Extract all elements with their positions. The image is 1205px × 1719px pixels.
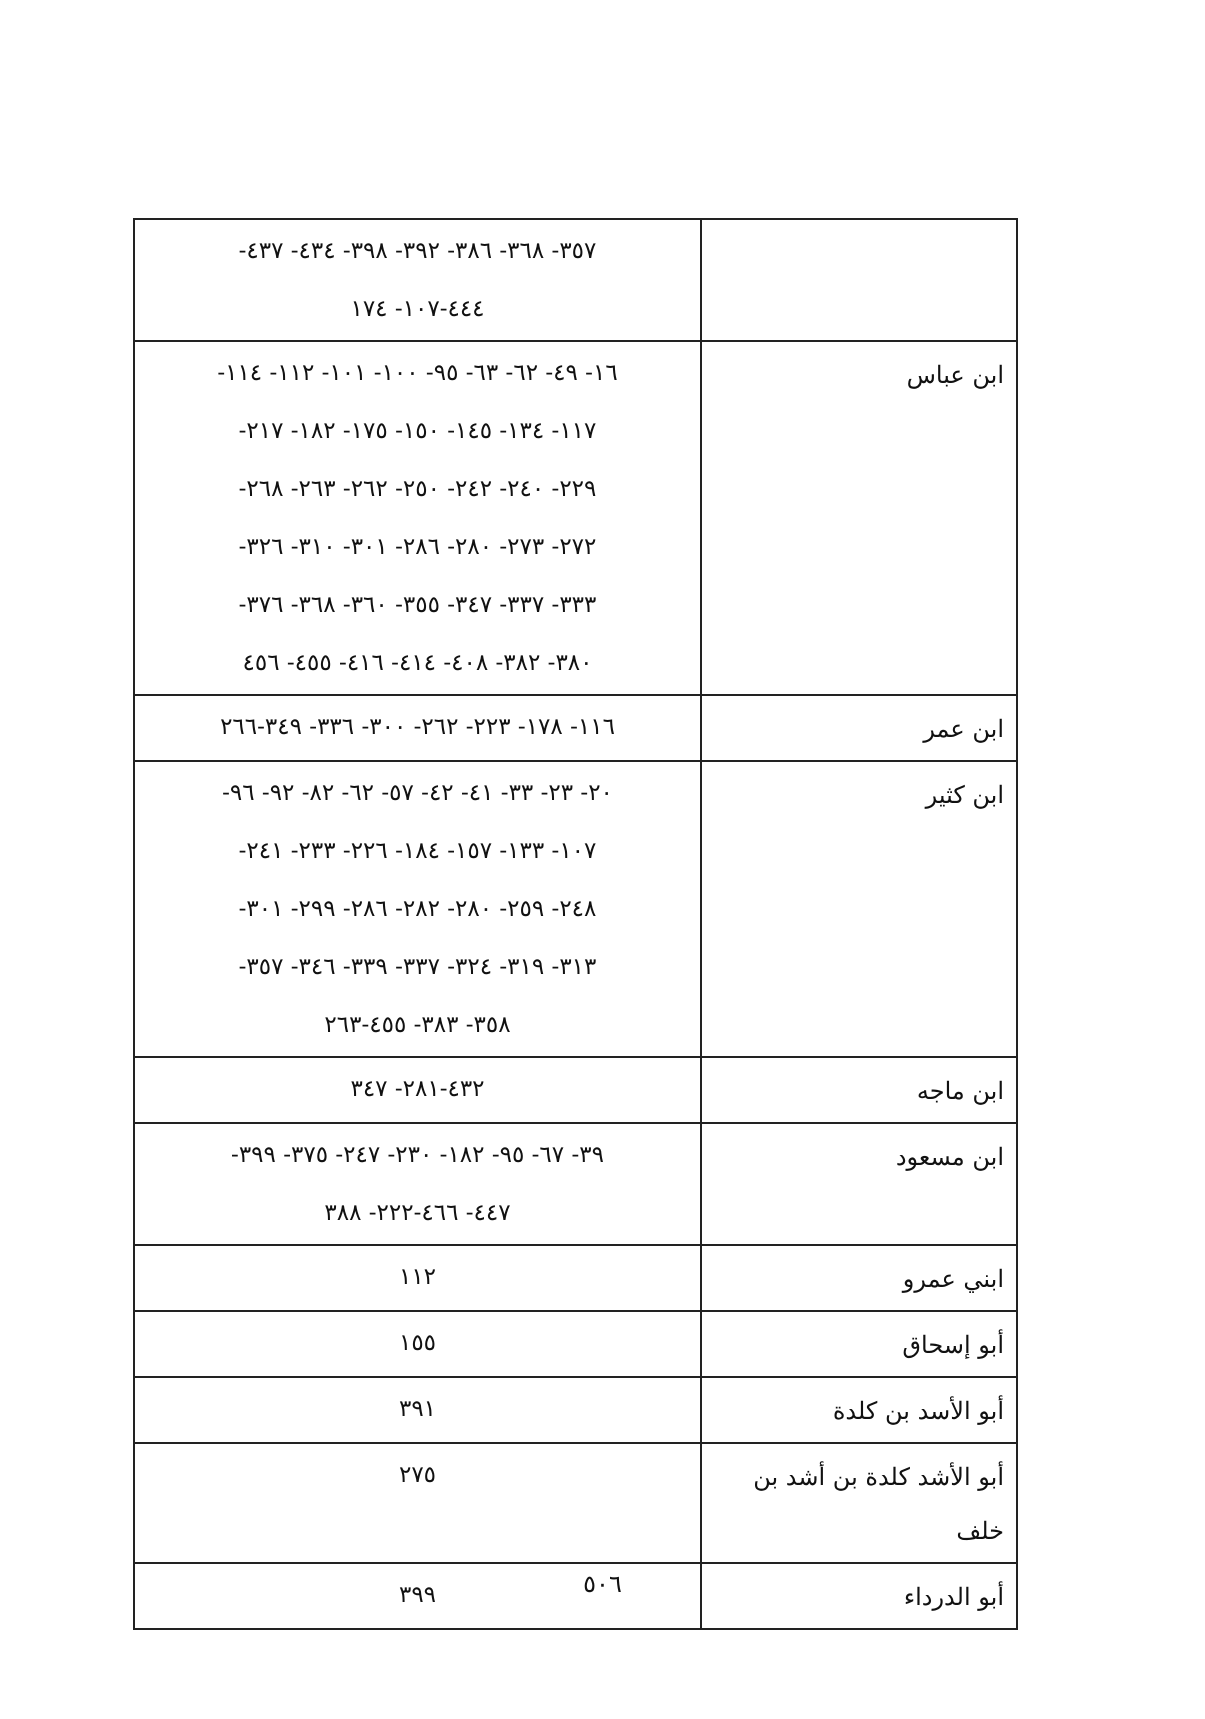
page-reference-line: ٣٩- ٦٧- ٩٥- ١٨٢- ٢٣٠- ٢٤٧- ٣٧٥- ٣٩٩-	[231, 1142, 604, 1168]
page-reference-line: ٣١٣- ٣١٩- ٣٢٤- ٣٣٧- ٣٣٩- ٣٤٦- ٣٥٧-	[238, 954, 597, 980]
entry-pages	[134, 1311, 701, 1377]
entry-pages	[134, 695, 701, 761]
page-reference-line: ٢٢٩- ٢٤٠- ٢٤٢- ٢٥٠- ٢٦٢- ٢٦٣- ٢٦٨-	[238, 476, 597, 502]
entry-name: أبو الدرداء	[701, 1563, 1017, 1629]
table-row	[134, 1245, 1017, 1311]
page-reference-line: ٢٠- ٢٣- ٣٣- ٤١- ٤٢- ٥٧- ٦٢- ٨٢- ٩٢- ٩٦-	[222, 780, 613, 806]
entry-pages	[134, 1377, 701, 1443]
page-reference-line: ٢٧٥	[398, 1462, 437, 1488]
entry-name: ابن ماجه	[701, 1057, 1017, 1123]
page-reference-line: ٤٣٢-٢٨١- ٣٤٧	[350, 1076, 485, 1102]
entry-name: ابن عمر	[701, 695, 1017, 761]
entry-name: ابني عمرو	[701, 1245, 1017, 1311]
entry-pages	[134, 761, 701, 1057]
page-reference-line: ١٥٥	[398, 1330, 437, 1356]
entry-name	[701, 219, 1017, 341]
table-row	[134, 695, 1017, 761]
entry-name: أبو الأشد كلدة بن أشد بن خلف	[701, 1443, 1017, 1563]
page-reference-line: ١١٧- ١٣٤- ١٤٥- ١٥٠- ١٧٥- ١٨٢- ٢١٧-	[238, 418, 597, 444]
entry-name: ابن عباس	[701, 341, 1017, 695]
table-row	[134, 1311, 1017, 1377]
table-row	[134, 1377, 1017, 1443]
page-reference-line: ٢٤٨- ٢٥٩- ٢٨٠- ٢٨٢- ٢٨٦- ٢٩٩- ٣٠١-	[238, 896, 597, 922]
entry-name: ابن كثير	[701, 761, 1017, 1057]
entry-name: أبو إسحاق	[701, 1311, 1017, 1377]
page-number: ٥٠٦	[583, 1570, 622, 1598]
page-reference-line: ١٦- ٤٩- ٦٢- ٦٣- ٩٥- ١٠٠- ١٠١- ١١٢- ١١٤-	[217, 360, 618, 386]
index-table	[133, 218, 1018, 1630]
table-row	[134, 341, 1017, 695]
page-reference-line: ٣٣٣- ٣٣٧- ٣٤٧- ٣٥٥- ٣٦٠- ٣٦٨- ٣٧٦-	[238, 592, 597, 618]
page-reference-line: ٣٥٨- ٣٨٣- ٤٥٥-٢٦٣	[324, 1012, 511, 1038]
entry-pages	[134, 1123, 701, 1245]
entry-pages	[134, 1443, 701, 1563]
page-reference-line: ٣٥٧- ٣٦٨- ٣٨٦- ٣٩٢- ٣٩٨- ٤٣٤- ٤٣٧-	[238, 238, 597, 264]
table-row	[134, 1443, 1017, 1563]
page-reference-line: ٣٨٠- ٣٨٢- ٤٠٨- ٤١٤- ٤١٦- ٤٥٥- ٤٥٦	[242, 650, 593, 676]
page-reference-line: ٣٩١	[398, 1396, 437, 1422]
entry-pages	[134, 219, 701, 341]
page-reference-line: ٣٩٩	[398, 1582, 437, 1608]
entry-pages	[134, 341, 701, 695]
entry-name: ابن مسعود	[701, 1123, 1017, 1245]
entry-pages	[134, 1245, 701, 1311]
table-row	[134, 1057, 1017, 1123]
table-row	[134, 1123, 1017, 1245]
page-reference-line: ١١٦- ١٧٨- ٢٢٣- ٢٦٢- ٣٠٠- ٣٣٦- ٣٤٩-٢٦٦	[220, 714, 615, 740]
page-reference-line: ٤٤٧- ٤٦٦-٢٢٢- ٣٨٨	[324, 1200, 511, 1226]
page-reference-line: ١١٢	[398, 1264, 437, 1290]
page-reference-line: ٢٧٢- ٢٧٣- ٢٨٠- ٢٨٦- ٣٠١- ٣١٠- ٣٢٦-	[238, 534, 597, 560]
page-reference-line: ١٠٧- ١٣٣- ١٥٧- ١٨٤- ٢٢٦- ٢٣٣- ٢٤١-	[238, 838, 597, 864]
table-row	[134, 761, 1017, 1057]
entry-name: أبو الأسد بن كلدة	[701, 1377, 1017, 1443]
index-table-body	[134, 219, 1017, 1629]
table-row	[134, 219, 1017, 341]
page-reference-line: ٤٤٤-١٠٧- ١٧٤	[350, 296, 485, 322]
entry-pages	[134, 1057, 701, 1123]
